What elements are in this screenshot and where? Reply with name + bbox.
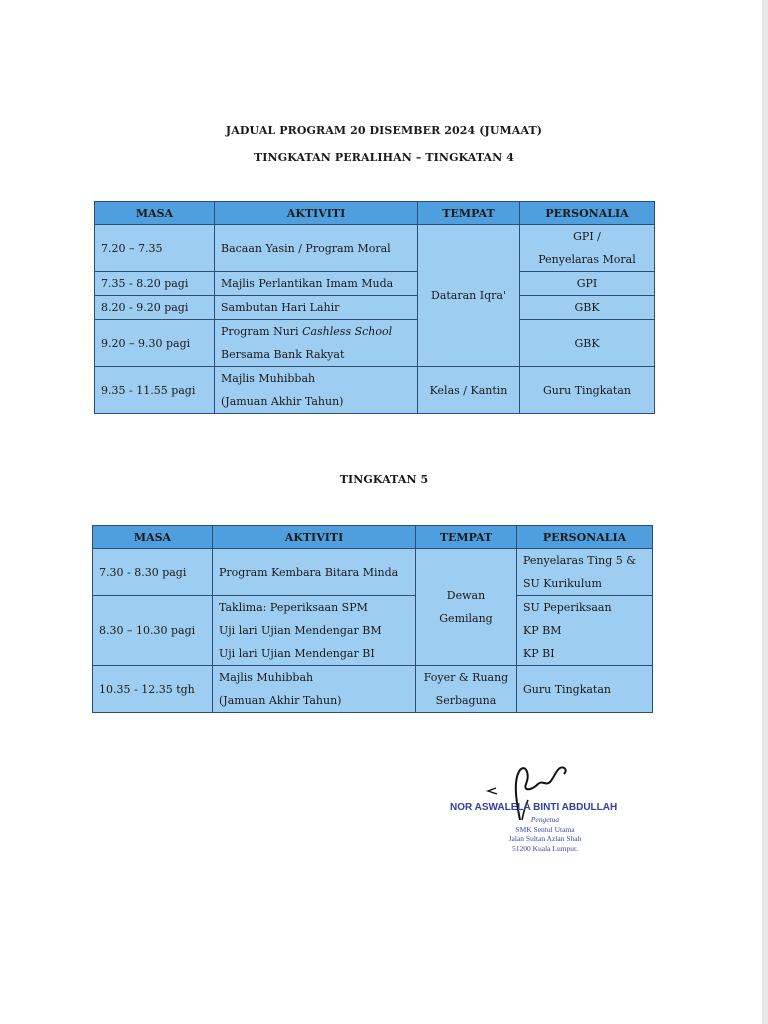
aktiviti-cell: Majlis Muhibbah (Jamuan Akhir Tahun) [215, 367, 418, 414]
masa-cell: 7.35 - 8.20 pagi [95, 272, 215, 296]
table-header-row [95, 202, 655, 225]
header-masa: MASA [95, 202, 215, 225]
aktiviti-cell: Majlis Perlantikan Imam Muda [215, 272, 418, 296]
section1-heading: TINGKATAN PERALIHAN – TINGKATAN 4 [254, 151, 514, 164]
masa-cell: 9.20 – 9.30 pagi [95, 320, 215, 367]
document-title: JADUAL PROGRAM 20 DISEMBER 2024 (JUMAAT) [225, 124, 543, 137]
personalia-cell: GPI [520, 272, 655, 296]
personalia-cell: SU Peperiksaan KP BM KP BI [517, 596, 653, 666]
header-tempat: TEMPAT [416, 526, 517, 549]
table-header-row [93, 526, 653, 549]
tempat-cell: Dewan Gemilang [416, 549, 517, 666]
personalia-cell: GBK [520, 296, 655, 320]
signatory-name: NOR ASWALELA BINTI ABDULLAH [450, 802, 618, 813]
tempat-cell: Kelas / Kantin [418, 367, 520, 414]
personalia-cell: Guru Tingkatan [517, 666, 653, 713]
personalia-cell: GPI / Penyelaras Moral [520, 225, 655, 272]
header-aktiviti: AKTIVITI [213, 526, 416, 549]
table-row [93, 596, 653, 666]
section2-heading: TINGKATAN 5 [339, 473, 429, 486]
header-masa: MASA [93, 526, 213, 549]
header-aktiviti: AKTIVITI [215, 202, 418, 225]
table-row [95, 367, 655, 414]
tempat-cell: Dataran Iqra' [418, 225, 520, 367]
aktiviti-cell: Taklima: Peperiksaan SPM Uji lari Ujian Mendengar BM Uji lari Ujian Mendengar BI [213, 596, 416, 666]
aktiviti-cell: Program Kembara Bitara Minda [213, 549, 416, 596]
table-row [93, 549, 653, 596]
personalia-cell: Guru Tingkatan [520, 367, 655, 414]
official-stamp: Pengetua SMK Sentul Utama Jalan Sultan Azlan Shah 51200 Kuala Lumpur. [508, 815, 582, 853]
schedule-table-form4 [94, 201, 655, 414]
masa-cell: 8.30 – 10.30 pagi [93, 596, 213, 666]
masa-cell: 8.20 - 9.20 pagi [95, 296, 215, 320]
table-row [95, 296, 655, 320]
tempat-cell: Foyer & Ruang Serbaguna [416, 666, 517, 713]
masa-cell: 7.30 - 8.30 pagi [93, 549, 213, 596]
aktiviti-cell: Sambutan Hari Lahir [215, 296, 418, 320]
masa-cell: 9.35 - 11.55 pagi [95, 367, 215, 414]
personalia-cell: GBK [520, 320, 655, 367]
table-row [93, 666, 653, 713]
header-personalia: PERSONALIA [517, 526, 653, 549]
header-tempat: TEMPAT [418, 202, 520, 225]
masa-cell: 10.35 - 12.35 tgh [93, 666, 213, 713]
personalia-cell: Penyelaras Ting 5 & SU Kurikulum [517, 549, 653, 596]
schedule-table-form5 [92, 525, 653, 713]
table-row [95, 225, 655, 272]
aktiviti-cell: Program Nuri Cashless School Bersama Bank Rakyat [215, 320, 418, 367]
masa-cell: 7.20 – 7.35 [95, 225, 215, 272]
header-personalia: PERSONALIA [520, 202, 655, 225]
signature-block [440, 760, 640, 860]
aktiviti-cell: Majlis Muhibbah (Jamuan Akhir Tahun) [213, 666, 416, 713]
table-row [95, 272, 655, 296]
aktiviti-cell: Bacaan Yasin / Program Moral [215, 225, 418, 272]
table-row [95, 320, 655, 367]
